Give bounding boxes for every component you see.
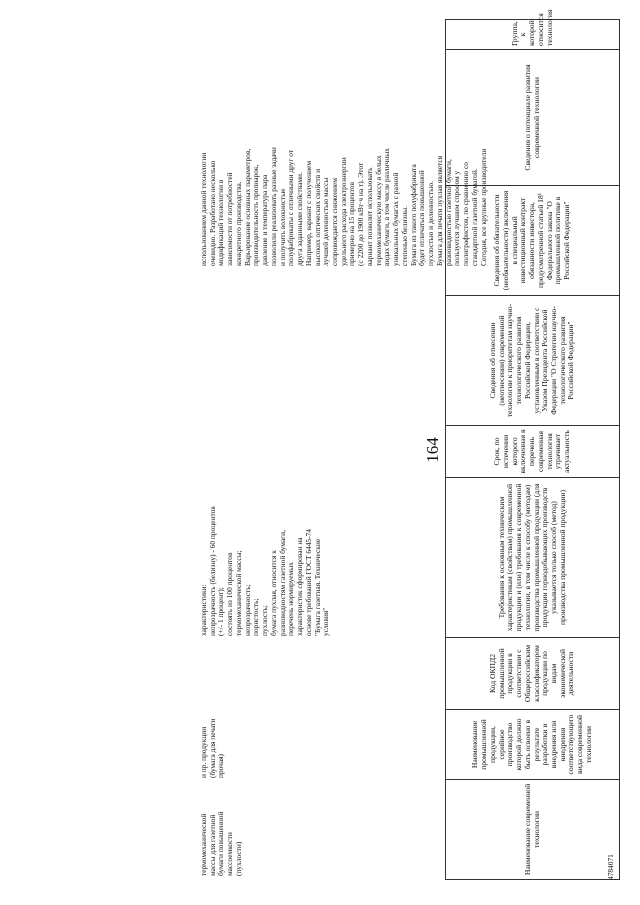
- text-line: пористость;: [251, 598, 261, 636]
- text-line: характеристики:: [199, 584, 208, 636]
- text-line: непрозрачность (белизну) - 60 процентов: [207, 506, 217, 636]
- text-line: (бумага для печати: [207, 718, 217, 778]
- text-line: Например, вариант с получением: [303, 160, 313, 266]
- text-line: примерно на 15 процентов: [347, 182, 357, 266]
- text-line: (+/- 1 процент);: [216, 587, 226, 636]
- text-line: будет отличаться повышенной: [417, 170, 427, 266]
- text-line: основе требований ГОСТ 6445-74: [303, 529, 313, 636]
- text-line: высоких оптических свойств и: [312, 168, 322, 266]
- text-line: характеристик сформирован на: [295, 537, 305, 636]
- requirements-text: [200, 506, 331, 636]
- text-line: прочая): [216, 753, 226, 778]
- text-line: удельного расхода электроэнергии: [338, 157, 348, 266]
- text-line: и пр. продукции: [199, 726, 208, 778]
- text-line: сопровождается снижением: [330, 178, 340, 266]
- text-line: пухлость;: [260, 605, 270, 636]
- text-line: бумага пухлая, относится к: [268, 550, 278, 636]
- text-line: стандартной газетной бумагой.: [469, 168, 479, 266]
- text-line: и получить волокнистые: [277, 188, 287, 266]
- text-line: термомеханическую массу в белых: [373, 155, 383, 266]
- text-line: условия": [321, 607, 331, 636]
- header-cell-expiry-term: Срок, по истечении которого включенная в перечень современная технология утрачивает актуальность: [446, 426, 620, 478]
- text-line: (с 2200 до 1900 кВт·ч на т). Этот: [356, 162, 366, 266]
- text-line: использованием данной технологии: [199, 152, 208, 266]
- header-cell-product-name: Наименование промышленной продукции, серийное производство которой должно быть освоено в результате разработки и внедрения или внедрения соответствующего вида современной технологии: [446, 710, 620, 780]
- text-line: друга заданными свойствами.: [295, 172, 305, 266]
- text-line: давление и температура пара: [260, 174, 270, 266]
- text-line: (пухлости): [233, 841, 243, 876]
- text-line: производительность пропиарок,: [251, 164, 261, 266]
- header-cell-technology-name: Наименование современной технологии: [446, 780, 620, 880]
- text-line: бумаги повышенной: [216, 811, 226, 876]
- text-line: зависимости от потребностей: [225, 172, 235, 266]
- text-line: степенью белизны.: [399, 206, 409, 266]
- text-line: очевидно. Разработано несколько: [207, 160, 217, 266]
- text-line: полуфабрикаты с отличными друг от: [286, 149, 296, 266]
- text-line: термомеханической массы;: [233, 550, 243, 636]
- text-line: Варьирование основных параметров,: [242, 148, 252, 266]
- development-potential-text: [200, 147, 488, 266]
- document-id: 4784071: [606, 854, 615, 880]
- text-line: разновидностям газетной бумаги,: [277, 530, 287, 636]
- text-line: лучшей деленностью массы: [321, 177, 331, 266]
- text-line: Бумага для печати пухлая является: [434, 155, 444, 266]
- text-line: "Бумага газетная. Технические: [312, 538, 322, 636]
- header-cell-development-potential: Сведения о потенциале развития современной технологии: [446, 50, 620, 186]
- rotated-sheet: [20, 9, 620, 880]
- text-line: позволили реализовать разные задачи: [268, 147, 278, 266]
- text-line: вариант позволит использовать: [364, 167, 374, 266]
- product-name-text: [200, 719, 226, 778]
- text-line: разновидностью газетной бумаги,: [443, 159, 453, 266]
- text-line: перечень нормируемых: [286, 562, 296, 636]
- technology-name-text: [200, 812, 244, 876]
- text-line: уникальных бумагах с разной: [391, 172, 401, 266]
- header-cell-group: Группа, к которой относится технология: [446, 20, 620, 50]
- text-line: полиграфистов, по сравнению со: [461, 162, 471, 266]
- text-line: пухлостью и деленностью.: [426, 180, 436, 266]
- text-line: Сегодня, все крупные производители: [478, 148, 488, 266]
- header-cell-requirements: Требования к основным техническим характеристикам (свойствам) промышленной продукции и (или) требования к современной технологии, в том числе к способу (методам) производства промышленной продукции (для продукции горнодобывающих производств указывается только способ (метод) производства промышленной продукции): [446, 478, 620, 638]
- page-number: 164: [423, 437, 442, 463]
- header-cell-contract-obligation: Сведения об обязательности (необязательности) включения в специальный инвестиционный контракт обязанности инвестора, предусмотренной статьей 18¹ Федерального закона "О промышленной политике в Российской Федерации": [446, 186, 620, 296]
- header-cell-priorities: Сведения об отнесении (неотнесении) современной технологии к приоритетам научно-технологического развития Российской Федерации, установленным в соответствии с Указом Президента Российской Федерации "О Стратегии научно-технологического развития Российской Федерации": [446, 296, 620, 426]
- text-line: Бумага из такого полуфабриката: [408, 164, 418, 266]
- text-line: видах бумаги, в том числе различных: [382, 148, 392, 266]
- text-line: модификаций технологии в: [216, 179, 226, 266]
- text-line: массоемкости: [225, 832, 235, 876]
- text-line: массы для газетной: [207, 814, 217, 876]
- text-line: конкретного производства.: [233, 181, 243, 266]
- text-line: термомеханической: [199, 813, 208, 876]
- text-line: непрозрачность;: [242, 584, 252, 636]
- header-cell-okpd2-code: Код ОКПД2 промышленной продукции в соответствии с Общероссийским классификатором продукции по видам экономической деятельности: [446, 638, 620, 710]
- text-line: состоять из 100 процентов: [225, 552, 235, 636]
- text-line: пользуется лучшим спросом у: [452, 170, 462, 266]
